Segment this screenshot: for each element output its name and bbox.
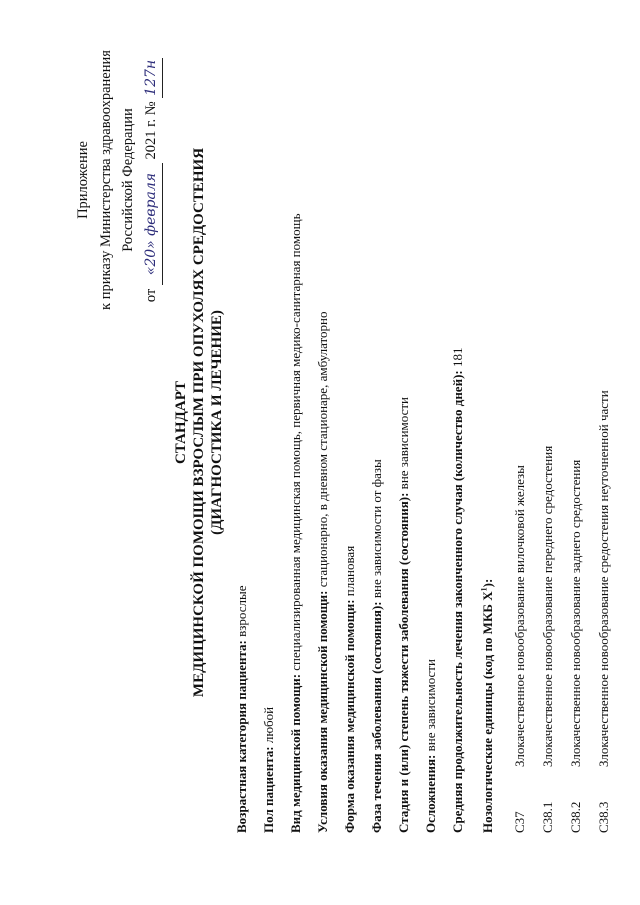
field-care-conditions bbox=[315, 311, 331, 833]
field-label: Пол пациента: bbox=[261, 746, 276, 833]
field-value: взрослые bbox=[234, 585, 249, 641]
icd-name: Злокачественное новообразование средостения неуточненной части bbox=[596, 390, 611, 767]
icd-code: C38.1 bbox=[540, 801, 555, 833]
field-value: плановая bbox=[342, 545, 357, 600]
field-label: Фаза течения заболевания (состояния): bbox=[369, 601, 384, 833]
nosology-title bbox=[480, 579, 496, 833]
list-item bbox=[540, 446, 556, 833]
field-value: вне зависимости от фазы bbox=[369, 459, 384, 602]
appendix-line-2: Российской Федерации bbox=[120, 108, 136, 252]
nosology-title-text: Нозологические единицы (код по МКБ X bbox=[480, 591, 496, 833]
field-stage bbox=[396, 397, 412, 833]
field-label: Осложнения: bbox=[423, 754, 438, 833]
appendix-date-line bbox=[140, 30, 164, 330]
list-item bbox=[512, 465, 528, 833]
icd-code: C38.2 bbox=[568, 801, 583, 833]
icd-code: C38.3 bbox=[596, 801, 611, 833]
icd-code: C37 bbox=[512, 811, 527, 833]
field-value: любой bbox=[261, 706, 276, 747]
footnote-marker: 1 bbox=[480, 587, 489, 592]
list-item bbox=[596, 390, 612, 833]
date-prefix: от bbox=[142, 288, 159, 303]
field-value: 181 bbox=[450, 347, 465, 371]
field-value: вне зависимости bbox=[423, 659, 438, 755]
field-duration bbox=[450, 348, 466, 833]
icd-name: Злокачественное новообразование вилочковой железы bbox=[512, 465, 527, 767]
field-care-type bbox=[288, 213, 304, 833]
field-label: Средняя продолжительность лечения законченного случая (количество дней): bbox=[450, 370, 465, 833]
appendix-block bbox=[72, 30, 163, 330]
field-phase bbox=[369, 459, 385, 833]
field-label: Условия оказания медицинской помощи: bbox=[315, 590, 330, 833]
field-complications bbox=[423, 659, 439, 833]
icd-name: Злокачественное новообразование заднего средостения bbox=[568, 459, 583, 767]
field-value: стационарно, в дневном стационаре, амбулаторно bbox=[315, 311, 330, 591]
list-item bbox=[568, 460, 584, 833]
appendix-line-1: к приказу Министерства здравоохранения bbox=[97, 50, 114, 310]
field-age-category bbox=[234, 586, 250, 833]
icd-name: Злокачественное новообразование переднего средостения bbox=[540, 445, 555, 767]
field-label: Вид медицинской помощи: bbox=[288, 673, 303, 833]
appendix-title: Приложение bbox=[75, 141, 91, 219]
heading-line-3: (ДИАГНОСТИКА И ЛЕЧЕНИЕ) bbox=[209, 310, 225, 535]
field-care-form bbox=[342, 546, 358, 833]
heading-line-1: СТАНДАРТ bbox=[173, 380, 189, 465]
field-label: Возрастная категория пациента: bbox=[234, 640, 249, 833]
year-text: 2021 г. № bbox=[142, 101, 159, 160]
nosology-title-end: ): bbox=[480, 578, 496, 588]
field-value: вне зависимости bbox=[396, 397, 411, 493]
field-label: Стадия и (или) степень тяжести заболевания (состояния): bbox=[396, 492, 411, 833]
field-sex bbox=[261, 707, 277, 833]
field-label: Форма оказания медицинской помощи: bbox=[342, 599, 357, 833]
handwritten-date: «20» февраля bbox=[142, 172, 159, 276]
heading-line-2: МЕДИЦИНСКОЙ ПОМОЩИ ВЗРОСЛЫМ ПРИ ОПУХОЛЯХ СРЕДОСТЕНИЯ bbox=[191, 147, 207, 698]
document-heading bbox=[172, 90, 226, 755]
date-field bbox=[140, 163, 164, 285]
field-value: специализированная медицинская помощь, первичная медико-санитарная помощь bbox=[288, 213, 303, 674]
handwritten-number: 127н bbox=[142, 59, 159, 96]
number-field bbox=[140, 58, 164, 98]
